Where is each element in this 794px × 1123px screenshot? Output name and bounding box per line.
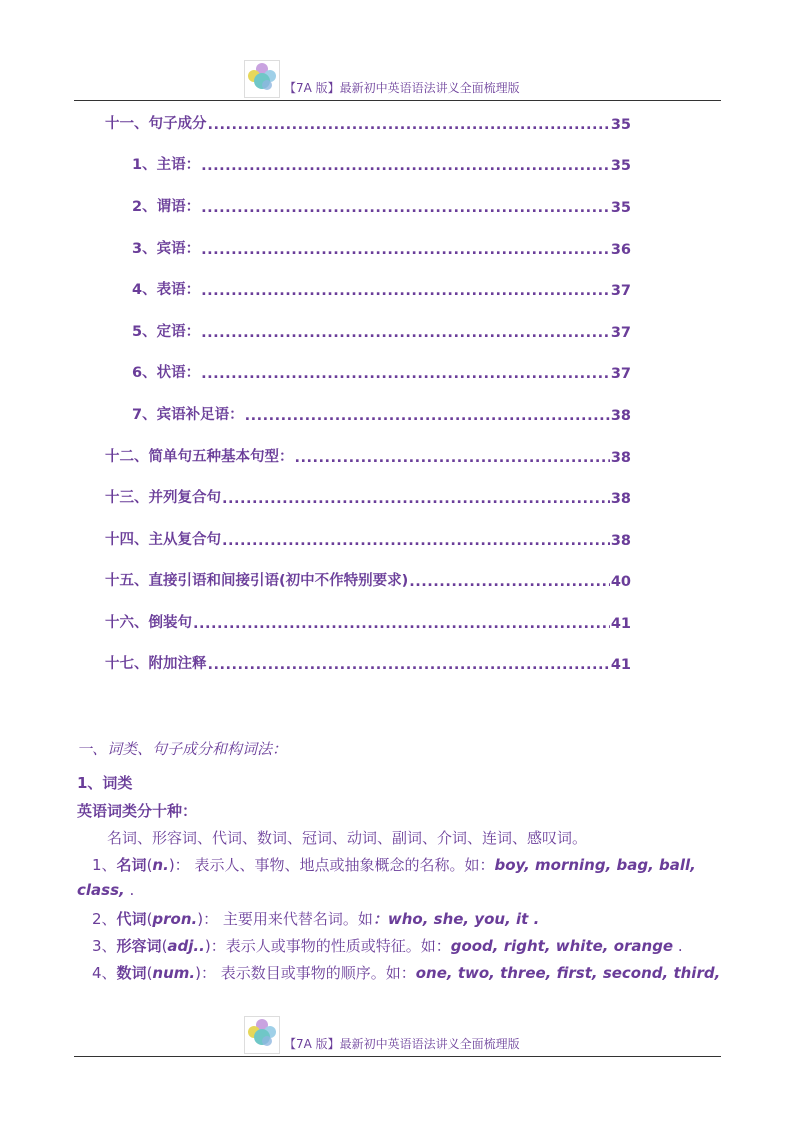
toc-label: 6、状语： bbox=[132, 365, 201, 381]
toc-entry[interactable] bbox=[105, 570, 631, 590]
list-item: 4、数词(num.)： 表示数目或事物的顺序。如：one, two, three, first, second, third, bbox=[92, 964, 721, 982]
toc-leader bbox=[222, 533, 610, 549]
toc-leader bbox=[208, 657, 610, 673]
item-number: 1、 bbox=[92, 856, 117, 874]
section-title: 一、词类、句子成分和构词法： bbox=[77, 740, 288, 758]
item-number: 2、 bbox=[92, 910, 117, 928]
list-item: 2、代词(pron.)： 主要用来代替名词。如：who, she, you, it . bbox=[92, 910, 540, 928]
toc-page: 38 bbox=[610, 533, 631, 549]
toc-entry[interactable] bbox=[132, 321, 631, 341]
logo-icon bbox=[244, 60, 280, 98]
abbreviation: adj.. bbox=[167, 937, 205, 955]
toc-page: 38 bbox=[610, 408, 631, 424]
examples: ：who, she, you, it . bbox=[372, 910, 540, 928]
toc-entry[interactable] bbox=[105, 446, 631, 466]
term: 代词 bbox=[116, 910, 147, 928]
toc-leader bbox=[409, 574, 610, 590]
description: ： 主要用来代替名词。如 bbox=[203, 910, 373, 928]
toc-leader bbox=[201, 158, 610, 174]
page-header bbox=[74, 56, 721, 101]
toc-leader bbox=[201, 242, 610, 258]
toc-leader bbox=[208, 117, 610, 133]
toc-entry[interactable] bbox=[132, 154, 631, 174]
list-item-continuation bbox=[77, 881, 134, 899]
examples: class, bbox=[77, 881, 125, 899]
toc-page: 37 bbox=[610, 366, 631, 382]
toc-leader bbox=[201, 366, 610, 382]
toc-label: 5、定语： bbox=[132, 324, 201, 340]
toc-entry[interactable] bbox=[105, 113, 631, 133]
toc-entry[interactable] bbox=[105, 529, 631, 549]
toc-label: 十一、句子成分 bbox=[105, 116, 207, 132]
toc-label: 2、谓语： bbox=[132, 199, 201, 215]
examples: one, two, three, first, second, third, bbox=[415, 964, 721, 982]
word-class-list: 名词、形容词、代词、数词、冠词、动词、副词、介词、连词、感叹词。 bbox=[107, 829, 588, 847]
toc-entry[interactable] bbox=[132, 196, 631, 216]
toc-label: 十七、附加注释 bbox=[105, 656, 207, 672]
toc-label: 十四、主从复合句 bbox=[105, 532, 221, 548]
toc-label: 十三、并列复合句 bbox=[105, 490, 221, 506]
footer-title: 【7A 版】最新初中英语语法讲义全面梳理版 bbox=[284, 1037, 520, 1051]
description: ： 表示数目或事物的顺序。如： bbox=[200, 964, 416, 982]
toc-label: 3、宾语： bbox=[132, 241, 201, 257]
list-item: 3、形容词(adj..)：表示人或事物的性质或特征。如：good, right, white, orange . bbox=[92, 937, 683, 955]
description: ： 表示人、事物、地点或抽象概念的名称。如： bbox=[174, 856, 495, 874]
toc-page: 38 bbox=[610, 450, 631, 466]
examples: good, right, white, orange bbox=[450, 937, 674, 955]
item-number: 4、 bbox=[92, 964, 117, 982]
abbreviation: n. bbox=[152, 856, 169, 874]
toc-page: 37 bbox=[610, 283, 631, 299]
toc-page: 40 bbox=[610, 574, 631, 590]
toc-leader bbox=[193, 616, 610, 632]
toc-entry[interactable] bbox=[132, 279, 631, 299]
toc-leader bbox=[201, 325, 610, 341]
header-title: 【7A 版】最新初中英语语法讲义全面梳理版 bbox=[284, 81, 520, 95]
examples: boy, morning, bag, ball, bbox=[494, 856, 696, 874]
toc-page: 41 bbox=[610, 657, 631, 673]
logo-icon bbox=[244, 1016, 280, 1054]
toc-label: 1、主语： bbox=[132, 157, 201, 173]
toc-leader bbox=[245, 408, 610, 424]
subsection-title: 1、词类 bbox=[77, 774, 133, 792]
toc-page: 35 bbox=[610, 158, 631, 174]
toc-label: 十六、倒装句 bbox=[105, 615, 192, 631]
abbreviation: num. bbox=[152, 964, 196, 982]
toc-page: 35 bbox=[610, 200, 631, 216]
term: 数词 bbox=[116, 964, 147, 982]
toc-leader bbox=[201, 200, 610, 216]
abbreviation: pron. bbox=[152, 910, 198, 928]
toc-label: 7、宾语补足语： bbox=[132, 407, 244, 423]
punctuation: . bbox=[673, 937, 683, 955]
term: 形容词 bbox=[116, 937, 162, 955]
toc-page: 35 bbox=[610, 117, 631, 133]
description: ：表示人或事物的性质或特征。如： bbox=[210, 937, 451, 955]
toc-page: 41 bbox=[610, 616, 631, 632]
toc-entry[interactable] bbox=[132, 362, 631, 382]
toc-page: 36 bbox=[610, 242, 631, 258]
toc-leader bbox=[222, 491, 610, 507]
punctuation: . bbox=[124, 881, 135, 899]
toc-page: 37 bbox=[610, 325, 631, 341]
toc-entry[interactable] bbox=[105, 612, 631, 632]
toc-entry[interactable] bbox=[132, 238, 631, 258]
toc-leader bbox=[201, 283, 610, 299]
toc-label: 4、表语： bbox=[132, 282, 201, 298]
toc-entry[interactable] bbox=[132, 404, 631, 424]
page-footer bbox=[74, 1012, 721, 1057]
list-item: 1、名词(n.)： 表示人、事物、地点或抽象概念的名称。如：boy, morning, bag, ball, bbox=[92, 856, 696, 874]
toc-label: 十五、直接引语和间接引语(初中不作特别要求) bbox=[105, 573, 409, 589]
toc-page: 38 bbox=[610, 491, 631, 507]
intro-text: 英语词类分十种： bbox=[77, 802, 198, 820]
term: 名词 bbox=[116, 856, 147, 874]
toc-leader bbox=[295, 450, 610, 466]
toc-entry[interactable] bbox=[105, 487, 631, 507]
toc-label: 十二、简单句五种基本句型： bbox=[105, 449, 294, 465]
toc-entry[interactable] bbox=[105, 653, 631, 673]
item-number: 3、 bbox=[92, 937, 117, 955]
